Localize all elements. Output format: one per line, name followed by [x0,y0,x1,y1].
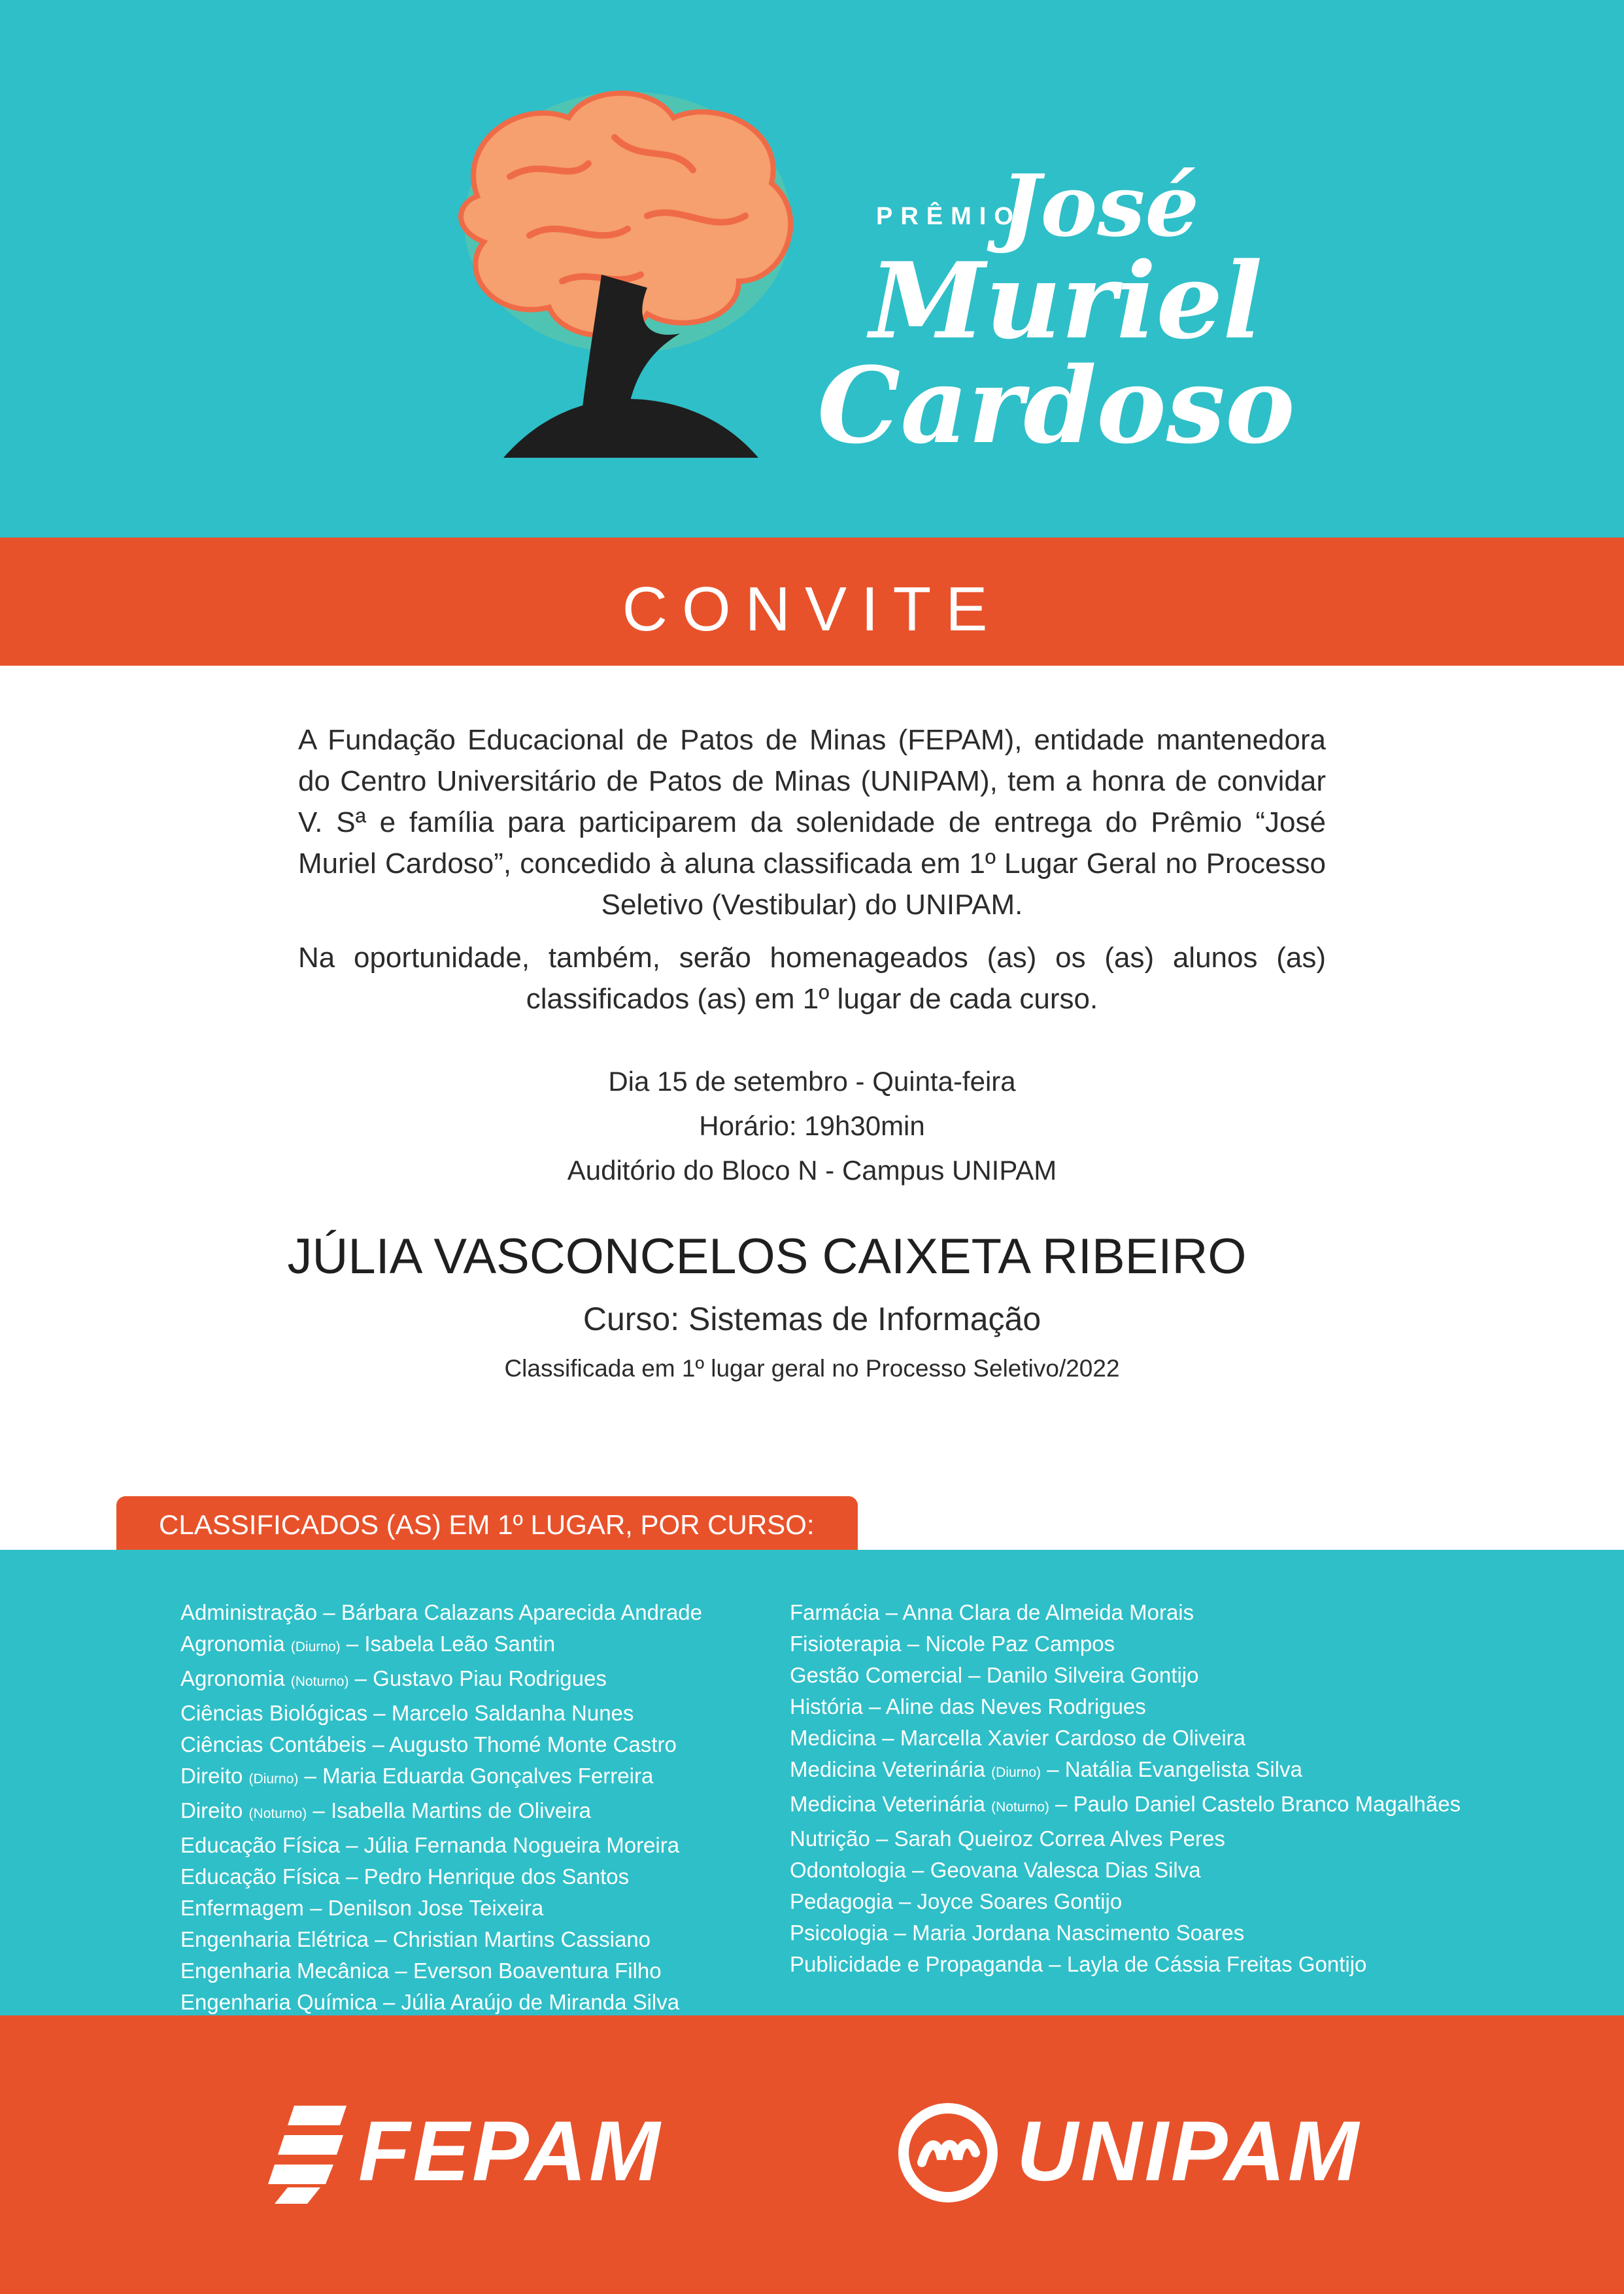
course-name: Gestão Comercial [790,1663,963,1687]
classified-list-right [790,1597,1461,1980]
winner-rank: Classificada em 1º lugar geral no Processo Seletivo/2022 [504,1355,1120,1382]
course-name: Engenharia Mecânica [180,1959,390,1983]
invite-paragraph-2: Na oportunidade, também, serão homenageados (as) os (as) alunos (as) classificados (as) em 1º lugar de cada curso. [298,942,1326,1015]
student-name: Sarah Queiroz Correa Alves Peres [894,1826,1225,1851]
student-name: Maria Eduarda Gonçalves Ferreira [322,1764,654,1788]
list-item: Ciências Biológicas – Marcelo Saldanha Nunes [180,1701,634,1725]
page-title: CONVITE [622,574,1002,644]
classified-list-band [0,1550,1624,2015]
course-name: Medicina Veterinária [790,1792,985,1816]
course-shift-note: (Diurno) [991,1765,1041,1780]
course-name: Medicina Veterinária [790,1757,985,1781]
course-name: Educação Física [180,1833,340,1857]
student-name: Júlia Araújo de Miranda Silva [401,1990,680,2014]
course-name: Educação Física [180,1864,340,1889]
student-name: Layla de Cássia Freitas Gontijo [1066,1952,1367,1976]
student-name: Joyce Soares Gontijo [917,1889,1123,1913]
list-item: Farmácia – Anna Clara de Almeida Morais [790,1600,1194,1624]
student-name: Anna Clara de Almeida Morais [902,1600,1194,1624]
unipam-mark-icon [896,2100,1000,2205]
course-name: Medicina [790,1726,877,1750]
list-item: Medicina Veterinária (Noturno) – Paulo Daniel Castelo Branco Magalhães [790,1792,1461,1816]
student-name: Gustavo Piau Rodrigues [373,1666,607,1690]
course-name: Direito [180,1798,243,1823]
list-item: Agronomia (Noturno) – Gustavo Piau Rodrigues [180,1666,607,1690]
classified-heading: CLASSIFICADOS (AS) EM 1º LUGAR, POR CURSO: [159,1509,815,1540]
classified-heading-tab [116,1496,858,1550]
course-name: Ciências Contábeis [180,1732,367,1756]
course-shift-note: (Diurno) [248,1772,299,1787]
event-time: Horário: 19h30min [699,1110,925,1141]
list-item: Engenharia Química – Júlia Araújo de Miranda Silva [180,1990,680,2014]
brand-jose: José [1000,156,1200,256]
list-item: Publicidade e Propaganda – Layla de Cássia Freitas Gontijo [790,1952,1367,1976]
course-name: Ciências Biológicas [180,1701,368,1725]
course-name: Enfermagem [180,1896,304,1920]
course-shift-note: (Noturno) [991,1800,1049,1815]
fepam-logo: FEPAM [358,2103,663,2199]
list-item: Agronomia (Diurno) – Isabela Leão Santin [180,1632,556,1656]
course-name: Engenharia Elétrica [180,1927,369,1951]
student-name: Marcelo Saldanha Nunes [391,1701,634,1725]
header-banner [0,0,1624,538]
footer-banner [0,2015,1624,2294]
invite-paragraph-1: A Fundação Educacional de Patos de Minas (FEPAM), entidade mantenedora do Centro Universitário de Patos de Minas (UNIPAM), tem a honra de convidar V. Sª e família para participarem da solenidade de entrega do Prêmio “José Muriel Cardoso”, concedido à aluna classificada em 1º Lugar Geral no Processo Seletivo (Vestibular) do UNIPAM. [298,724,1326,921]
student-name: Júlia Fernanda Nogueira Moreira [364,1833,680,1857]
student-name: Pedro Henrique dos Santos [364,1864,630,1889]
premio-brand-logo [804,150,1295,477]
list-item: Pedagogia – Joyce Soares Gontijo [790,1889,1123,1913]
student-name: Everson Boaventura Filho [413,1959,662,1983]
course-name: Engenharia Química [180,1990,377,2014]
classified-list-left [180,1597,702,2018]
course-name: Fisioterapia [790,1632,902,1656]
student-name: Natália Evangelista Silva [1064,1757,1302,1781]
list-item: História – Aline das Neves Rodrigues [790,1694,1146,1719]
student-name: Nicole Paz Campos [925,1632,1115,1656]
list-item: Fisioterapia – Nicole Paz Campos [790,1632,1115,1656]
list-item: Medicina Veterinária (Diurno) – Natália Evangelista Silva [790,1757,1302,1781]
tree-brain-logo-icon [431,72,824,477]
student-name: Isabella Martins de Oliveira [330,1798,591,1823]
student-name: Aline das Neves Rodrigues [885,1694,1146,1719]
student-name: Danilo Silveira Gontijo [986,1663,1199,1687]
course-name: Nutrição [790,1826,870,1851]
event-place: Auditório do Bloco N - Campus UNIPAM [567,1155,1057,1186]
convite-bar [0,538,1624,666]
course-name: Odontologia [790,1858,906,1882]
student-name: Christian Martins Cassiano [392,1927,651,1951]
course-shift-note: (Noturno) [248,1806,307,1821]
course-name: História [790,1694,863,1719]
course-shift-note: (Diurno) [290,1639,341,1654]
student-name: Marcella Xavier Cardoso de Oliveira [900,1726,1245,1750]
course-name: Agronomia [180,1666,285,1690]
student-name: Isabela Leão Santin [364,1632,556,1656]
list-item: Engenharia Elétrica – Christian Martins Cassiano [180,1927,651,1951]
fepam-mark-icon [268,2099,353,2204]
student-name: Bárbara Calazans Aparecida Andrade [341,1600,702,1624]
list-item: Educação Física – Júlia Fernanda Nogueira Moreira [180,1833,680,1857]
course-name: Psicologia [790,1921,888,1945]
student-name: Denilson Jose Teixeira [328,1896,544,1920]
list-item: Direito (Noturno) – Isabella Martins de Oliveira [180,1798,591,1823]
brand-premio-label: PRÊMIO [876,203,1021,230]
course-shift-note: (Noturno) [290,1674,349,1689]
course-name: Farmácia [790,1600,880,1624]
course-name: Direito [180,1764,243,1788]
student-name: Augusto Thomé Monte Castro [389,1732,677,1756]
list-item: Educação Física – Pedro Henrique dos Santos [180,1864,630,1889]
list-item: Psicologia – Maria Jordana Nascimento Soares [790,1921,1245,1945]
student-name: Maria Jordana Nascimento Soares [912,1921,1245,1945]
brand-cardoso: Cardoso [817,344,1295,467]
event-date: Dia 15 de setembro - Quinta-feira [608,1066,1016,1097]
brand-muriel: Muriel [870,239,1263,362]
event-details [0,1059,1624,1193]
list-item: Medicina – Marcella Xavier Cardoso de Oliveira [790,1726,1245,1750]
list-item: Ciências Contábeis – Augusto Thomé Monte Castro [180,1732,677,1756]
list-item: Direito (Diurno) – Maria Eduarda Gonçalves Ferreira [180,1764,654,1788]
invite-text [298,719,1326,1031]
student-name: Geovana Valesca Dias Silva [930,1858,1201,1882]
list-item: Gestão Comercial – Danilo Silveira Gontijo [790,1663,1199,1687]
course-name: Agronomia [180,1632,285,1656]
list-item: Administração – Bárbara Calazans Aparecida Andrade [180,1600,702,1624]
list-item: Nutrição – Sarah Queiroz Correa Alves Peres [790,1826,1225,1851]
student-name: Paulo Daniel Castelo Branco Magalhães [1073,1792,1461,1816]
winner-name: JÚLIA VASCONCELOS CAIXETA RIBEIRO [287,1229,1247,1284]
list-item: Enfermagem – Denilson Jose Teixeira [180,1896,544,1920]
winner-course: Curso: Sistemas de Informação [583,1301,1041,1337]
unipam-logo: UNIPAM [1017,2103,1362,2199]
course-name: Administração [180,1600,318,1624]
course-name: Publicidade e Propaganda [790,1952,1043,1976]
list-item: Odontologia – Geovana Valesca Dias Silva [790,1858,1201,1882]
course-name: Pedagogia [790,1889,893,1913]
list-item: Engenharia Mecânica – Everson Boaventura Filho [180,1959,662,1983]
